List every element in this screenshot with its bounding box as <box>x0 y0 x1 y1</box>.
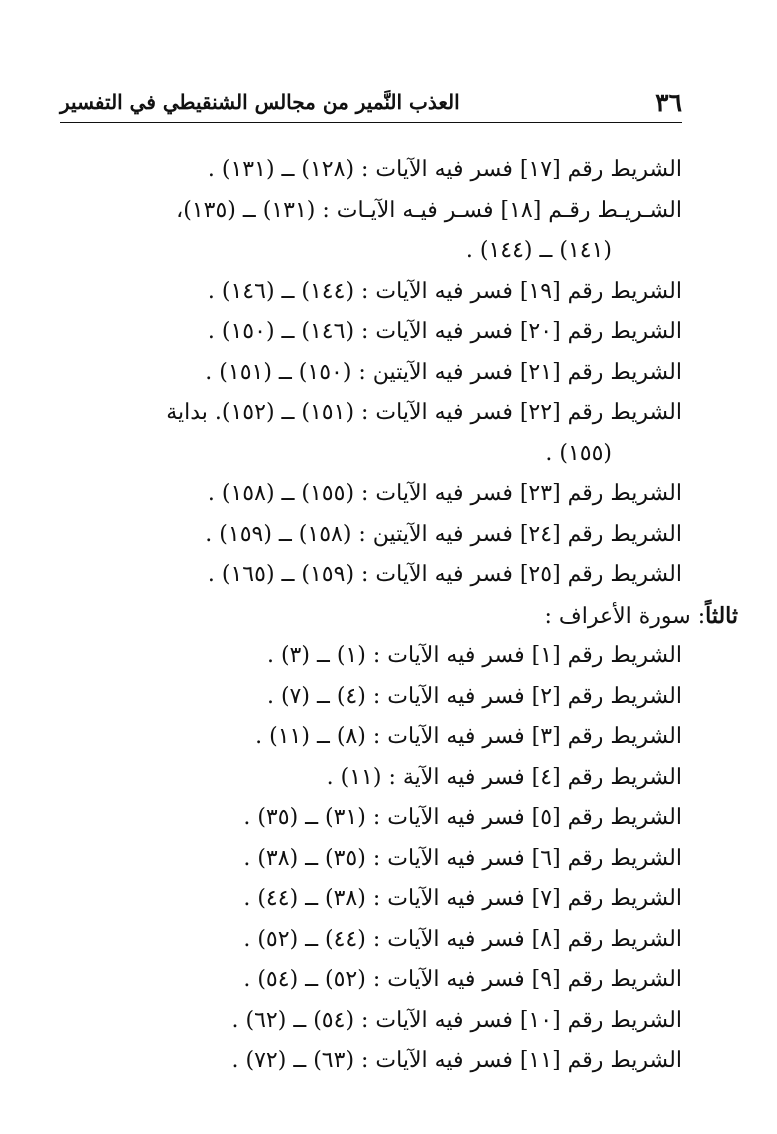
araf-tape-8-entry: الشريط رقم [٨] فسر فيه الآيات : (٤٤) ــ (٥٢) . <box>243 926 682 952</box>
araf-tape-10-entry: الشريط رقم [١٠] فسر فيه الآيات : (٥٤) ــ (٦٢) . <box>231 1007 682 1033</box>
araf-tape-4-entry: الشريط رقم [٤] فسر فيه الآية : (١١) . <box>326 764 682 790</box>
tape-25-entry: الشريط رقم [٢٥] فسر فيه الآيات : (١٥٩) ــ (١٦٥) . <box>207 562 682 587</box>
section-heading <box>60 596 738 637</box>
araf-tape-11-entry: الشريط رقم [١١] فسر فيه الآيات : (٦٣) ــ (٧٢) . <box>231 1048 682 1073</box>
tape-24-entry: الشريط رقم [٢٤] فسر فيه الآيتين : (١٥٨) ــ (١٥٩) . <box>205 521 682 547</box>
tape-19-entry: الشريط رقم [١٩] فسر فيه الآيات : (١٤٤) ــ (١٤٦) . <box>207 278 682 304</box>
tape-18-entry: الشـريـط رقـم [١٨] فسـر فيـه الآيـات : (١٣١) ــ (١٣٥)، <box>176 197 682 223</box>
page-number: ٣٦ <box>655 88 682 117</box>
tape-23-entry: الشريط رقم [٢٣] فسر فيه الآيات : (١٥٥) ــ (١٥٨) . <box>207 481 682 506</box>
section-label: ثالثاً <box>705 602 738 629</box>
araf-tape-1-entry: الشريط رقم [١] فسر فيه الآيات : (١) ــ (٣) . <box>266 643 682 668</box>
tape-22-entry: الشريط رقم [٢٢] فسر فيه الآيات : (١٥١) ــ (١٥٢). بداية <box>166 400 682 425</box>
tape-17-entry: الشريط رقم [١٧] فسر فيه الآيات : (١٢٨) ــ (١٣١) . <box>207 157 682 182</box>
tape-20-entry: الشريط رقم [٢٠] فسر فيه الآيات : (١٤٦) ــ (١٥٠) . <box>207 319 682 344</box>
tape-18-continuation: (١٤١) ــ (١٤٤) . <box>465 238 612 263</box>
section-title: : سورة الأعراف : <box>544 603 706 629</box>
page-content <box>60 150 738 1082</box>
araf-tape-5-entry: الشريط رقم [٥] فسر فيه الآيات : (٣١) ــ (٣٥) . <box>243 805 682 830</box>
book-title: العذب النَّمير من مجالس الشنقيطي في التفسير <box>60 90 460 114</box>
tape-21-entry: الشريط رقم [٢١] فسر فيه الآيتين : (١٥٠) ــ (١٥١) . <box>205 359 682 385</box>
araf-tape-9-entry: الشريط رقم [٩] فسر فيه الآيات : (٥٢) ــ (٥٤) . <box>243 967 682 992</box>
page-header <box>60 86 682 123</box>
araf-tape-2-entry: الشريط رقم [٢] فسر فيه الآيات : (٤) ــ (٧) . <box>266 683 682 709</box>
tape-22-continuation: (١٥٥) . <box>545 440 612 466</box>
araf-tape-7-entry: الشريط رقم [٧] فسر فيه الآيات : (٣٨) ــ (٤٤) . <box>243 886 682 911</box>
araf-tape-6-entry: الشريط رقم [٦] فسر فيه الآيات : (٣٥) ــ (٣٨) . <box>243 845 682 871</box>
araf-tape-3-entry: الشريط رقم [٣] فسر فيه الآيات : (٨) ــ (١١) . <box>255 724 682 749</box>
